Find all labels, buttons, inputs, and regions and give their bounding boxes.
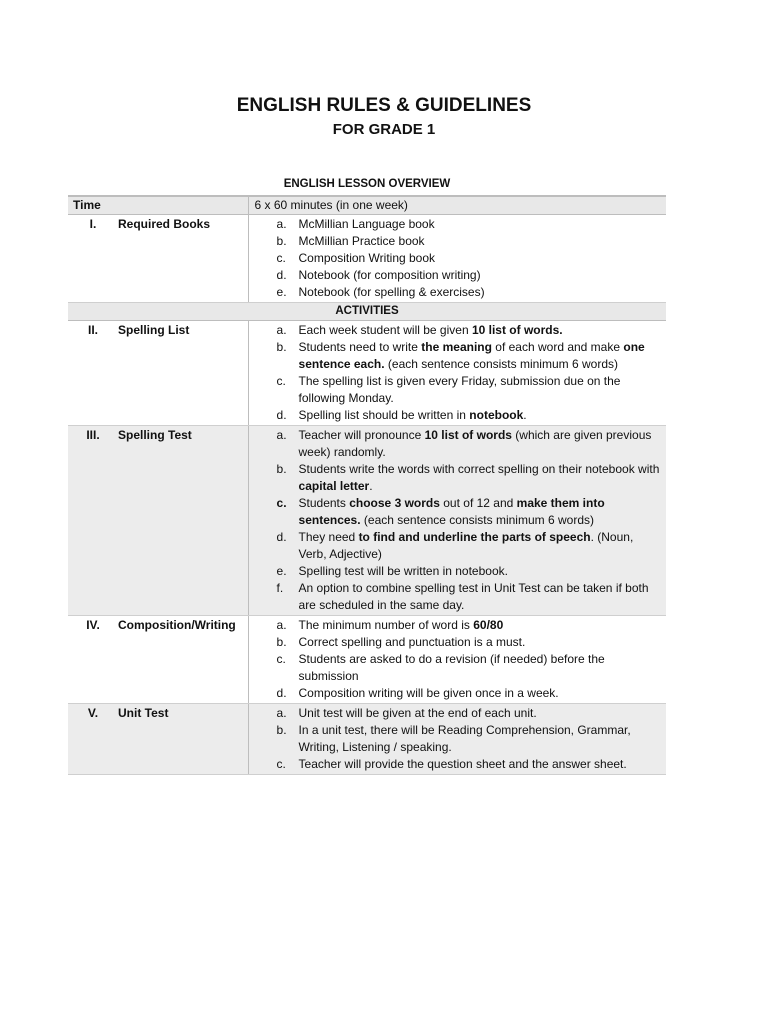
list-marker-cell [249,427,299,461]
list-marker: d. [276,530,287,544]
list-item-text [299,756,667,773]
activities-header: ACTIVITIES [68,303,666,321]
section-label: Unit Test [118,704,248,775]
list-marker-cell [249,529,299,563]
time-row [68,196,666,215]
list-item [249,339,667,373]
list-marker-cell [249,339,299,373]
list-item-text [299,250,667,267]
list-marker: a. [276,706,287,720]
text-segment: Teacher will provide the question sheet and the answer sheet. [298,757,627,771]
list-marker-cell [249,284,299,301]
section-label: Spelling List [118,321,248,426]
section-items [248,616,666,704]
list-item [249,651,667,685]
list-item [249,427,667,461]
list-marker: e. [276,285,287,299]
list-marker: d. [276,408,287,422]
list-marker: a. [276,618,287,632]
bold-text: the meaning [421,340,492,354]
list-marker: c. [276,374,286,388]
list-item [249,617,667,634]
text-segment: Each week student will be given [298,323,472,337]
bold-text: 10 list of words. [471,323,563,337]
list-item-text [299,722,667,756]
list-marker-cell [249,580,299,614]
list-item-text [299,427,667,461]
list-marker: d. [276,268,287,282]
activities-row [68,303,666,321]
lesson-overview-table [68,195,666,775]
list-item [249,373,667,407]
bold-text: choose 3 words [349,496,440,510]
text-segment: The spelling list is given every Friday, submission due on the following Monday. [298,374,621,405]
list-marker: b. [276,635,287,649]
table-title: ENGLISH LESSON OVERVIEW [283,178,451,190]
list-item [249,563,667,580]
list-marker-cell [249,250,299,267]
text-segment: Spelling list should be written in [298,408,470,422]
section-row [68,321,666,426]
list-item [249,461,667,495]
list-marker-cell [249,617,299,634]
list-item-text [299,529,667,563]
list-marker-cell [249,373,299,407]
list-marker-cell [249,756,299,773]
section-items [248,704,666,775]
list-marker: d. [276,686,287,700]
list-marker: b. [276,234,287,248]
text-segment: . [523,408,527,422]
text-segment: of each word and make [491,340,624,354]
list-item-text [299,495,667,529]
text-segment: An option to combine spelling test in Unit Test can be taken if both are scheduled in the same day. [298,581,649,612]
list-marker-cell [249,722,299,756]
list-marker-cell [249,651,299,685]
text-segment: out of 12 and [439,496,517,510]
section-label: Required Books [118,215,248,303]
list-marker: c. [276,757,286,771]
list-marker: a. [276,428,287,442]
bold-text: make them into sentences. [298,496,605,527]
document-title: ENGLISH RULES & GUIDELINES [236,95,532,116]
list-marker: b. [276,462,287,476]
list-item-text [299,580,667,614]
text-segment: The minimum number of word is [298,618,474,632]
list-item [249,495,667,529]
text-segment: . (Noun, Verb, Adjective) [298,530,634,561]
text-segment: In a unit test, there will be Reading Comprehension, Grammar, Writing, Listening / speaking. [298,723,631,754]
text-segment: (each sentence consists minimum 6 words) [360,513,594,527]
text-segment: Unit test will be given at the end of each unit. [298,706,537,720]
time-label: Time [68,196,248,215]
list-item [249,407,667,424]
section-items [248,215,666,303]
bold-text: 10 list of words [424,428,512,442]
list-marker: c. [276,652,286,666]
list-marker: c. [276,496,287,510]
list-item [249,284,667,301]
section-numeral: V. [68,704,118,775]
section-label: Spelling Test [118,426,248,616]
list-marker-cell [249,705,299,722]
list-marker-cell [249,495,299,529]
bold-text: notebook [469,408,524,422]
list-marker: c. [276,251,286,265]
list-marker: e. [276,564,287,578]
list-item-text [299,373,667,407]
text-segment: Composition writing will be given once in a week. [298,686,559,700]
text-segment: Spelling test will be written in notebook. [298,564,508,578]
list-marker-cell [249,407,299,424]
list-marker-cell [249,233,299,250]
section-row [68,616,666,704]
section-row [68,215,666,303]
list-item-text [299,322,667,339]
bold-text: capital letter [298,479,370,493]
list-item-text [299,267,667,284]
section-items [248,321,666,426]
bold-text: one sentence each. [298,340,645,371]
list-item-text [299,339,667,373]
list-item-text [299,705,667,722]
text-segment: (each sentence consists minimum 6 words) [384,357,618,371]
list-item [249,685,667,702]
list-marker-cell [249,685,299,702]
list-item [249,722,667,756]
text-segment: Students need to write [298,340,422,354]
list-marker-cell [249,267,299,284]
text-segment: Students write the words with correct spelling on their notebook with [298,462,660,476]
section-row [68,704,666,775]
list-item-text [299,461,667,495]
text-segment: Notebook (for composition writing) [298,268,481,282]
text-segment: McMillian Practice book [298,234,425,248]
text-segment: Students are asked to do a revision (if needed) before the submission [298,652,605,683]
text-segment: . [369,479,373,493]
document-subtitle: FOR GRADE 1 [332,121,436,138]
list-item-text [299,685,667,702]
list-item [249,267,667,284]
list-marker-cell [249,216,299,233]
section-row [68,426,666,616]
text-segment: which are given previous week) randomly. [298,428,652,459]
list-item [249,705,667,722]
list-item [249,580,667,614]
list-marker: a. [276,323,287,337]
text-segment: Composition Writing book [298,251,436,265]
time-value: 6 x 60 minutes (in one week) [248,196,666,215]
section-numeral: II. [68,321,118,426]
text-segment: Correct spelling and punctuation is a must. [298,635,526,649]
list-item [249,216,667,233]
bold-text: 60/80 [473,618,504,632]
list-marker-cell [249,461,299,495]
list-marker-cell [249,322,299,339]
section-numeral: III. [68,426,118,616]
section-numeral: I. [68,215,118,303]
list-item-text [299,407,667,424]
list-item [249,756,667,773]
list-item-text [299,233,667,250]
list-item-text [299,563,667,580]
text-segment: Notebook (for spelling & exercises) [298,285,485,299]
list-item [249,322,667,339]
list-marker: b. [276,340,287,354]
list-marker: a. [276,217,287,231]
text-segment: ( [511,428,520,442]
section-numeral: IV. [68,616,118,704]
list-item [249,634,667,651]
bold-text: to find and underline the parts of speech [358,530,591,544]
text-segment: Students [298,496,350,510]
list-item [249,233,667,250]
list-item-text [299,284,667,301]
list-item-text [299,651,667,685]
text-segment: McMillian Language book [298,217,435,231]
text-segment: They need [298,530,359,544]
list-marker: f. [276,581,284,595]
list-item-text [299,216,667,233]
section-label: Composition/Writing [118,616,248,704]
list-marker-cell [249,634,299,651]
list-item [249,529,667,563]
list-item-text [299,617,667,634]
list-marker: b. [276,723,287,737]
list-item-text [299,634,667,651]
section-items [248,426,666,616]
list-marker-cell [249,563,299,580]
text-segment: Teacher will pronounce [298,428,425,442]
list-item [249,250,667,267]
